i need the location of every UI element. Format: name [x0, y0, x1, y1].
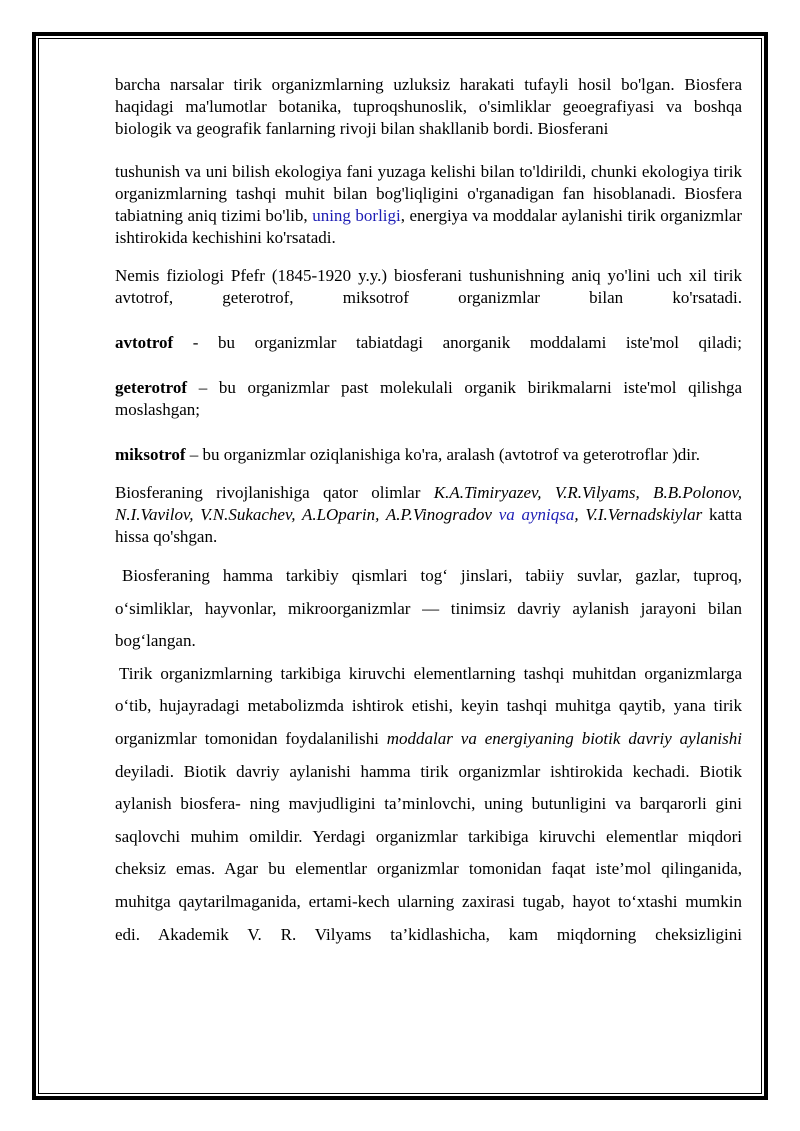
paragraph-text: katta hissa qo'shgan.: [115, 505, 742, 546]
paragraph-biotik-aylanish: [115, 658, 742, 951]
paragraph-biosfera-qismlari: [115, 560, 742, 658]
paragraph-text: , energiya va moddalar aylanishi tirik organizmlar ishtirokida kechishini ko'rsatadi.: [115, 206, 743, 247]
scientist-names: K.A.Timiryazev, V.R.Vilyams, B.B.Polonov, N.I.Vavilov, V.N.Sukachev, A.LOparin, A.P.Vinogradov: [115, 483, 742, 524]
definition-text: – bu organizmlar past molekulali organik birikmalarni iste'mol qilishga moslashgan;: [115, 378, 742, 419]
definition-avtotrof: [115, 332, 742, 354]
paragraph-text: tushunish va uni bilish ekologiya fani yuzaga kelishi bilan to'ldirildi, chunki ekologiya tirik organizmlarning tashqi muhit bilan bog'liqligini o'rganadigan fan hisoblanadi. Biosfera tabiatning aniq tizimi bo'lib,: [115, 162, 742, 225]
term-miksotrof: miksotrof: [115, 445, 186, 464]
paragraph-text: Tirik organizmlarning tarkibiga kiruvchi elementlarning tashqi muhitdan organizmlarga o‘tib, hujayradagi metabolizmda ishtirok etishi, keyin tashqi muhitga qaytib, yana tirik organizmlar tomonidan foydalanilishi: [115, 663, 742, 748]
paragraph-biosfera-intro: [115, 74, 742, 140]
paragraph-olimlar: [115, 482, 742, 548]
term-avtotrof: avtotrof: [115, 333, 174, 352]
blue-highlight-text: va ayniqsa: [491, 505, 575, 524]
separator: ,: [574, 505, 586, 524]
paragraph-ekologiya: [115, 161, 742, 249]
paragraph-text: Biosferaning rivojlanishiga qator olimlar: [115, 483, 434, 502]
paragraph-text: deyiladi. Biotik davriy aylanishi hamma tirik organizmlar ishtirokida kechadi. Biotik aylanish biosfera- ning mavjudligini ta’minlovchi, uning butunligini va barqarorli gini saqlovchi muhim omildir. Yerdagi organizmlar tarkibiga kiruvchi elementlar miqdori cheksiz emas. Agar bu elementlar organizmlar tomonidan faqat iste’mol qilinganida, muhitga qaytarilmaganida, ertami-kech ularning zaxirasi tugab, hayot to‘xtashi mumkin edi. Akademik V. R. Vilyams ta’kidlashicha, kam miqdorning cheksizligini: [115, 761, 742, 944]
definition-text: – bu organizmlar oziqlanishiga ko'ra, aralash (avtotrof va geterotroflar )dir.: [185, 445, 700, 464]
document-body: [115, 74, 742, 951]
definition-geterotrof: [115, 377, 742, 421]
definition-text: - bu organizmlar tabiatdagi anorganik moddalami iste'mol qiladi;: [173, 333, 742, 352]
term-geterotrof: geterotrof: [115, 378, 188, 397]
definition-miksotrof: [115, 444, 742, 466]
emphasized-term: moddalar va energiyaning biotik davriy aylanishi: [386, 728, 742, 748]
paragraph-text: Biosferaning hamma tarkibiy qismlari tog‘ jinslari, tabiiy suvlar, gazlar, tuproq, o‘simliklar, hayvonlar, mikroorganizmlar — tinimsiz davriy aylanish jarayoni bilan bog‘langan.: [115, 566, 742, 651]
paragraph-text: barcha narsalar tirik organizmlarning uzluksiz harakati tufayli hosil bo'lgan. Biosfera haqidagi ma'lumotlar botanika, tuproqshunoslik, o'simliklar geoegrafiyasi va boshqa biologik va geografik fanlarning rivoji bilan shakllanib bordi. Biosferani: [115, 75, 742, 138]
blue-highlight-text: uning borligi: [312, 206, 401, 225]
paragraph-pfefr: [115, 265, 742, 309]
paragraph-text: Nemis fiziologi Pfefr (1845-1920 y.y.) biosferani tushunishning aniq yo'lini uch xil tirik avtotrof, geterotrof, miksotrof organizmlar bilan ko'rsatadi.: [115, 266, 742, 307]
scientist-name-vernadskiy: V.I.Vernadskiylar: [585, 505, 703, 524]
